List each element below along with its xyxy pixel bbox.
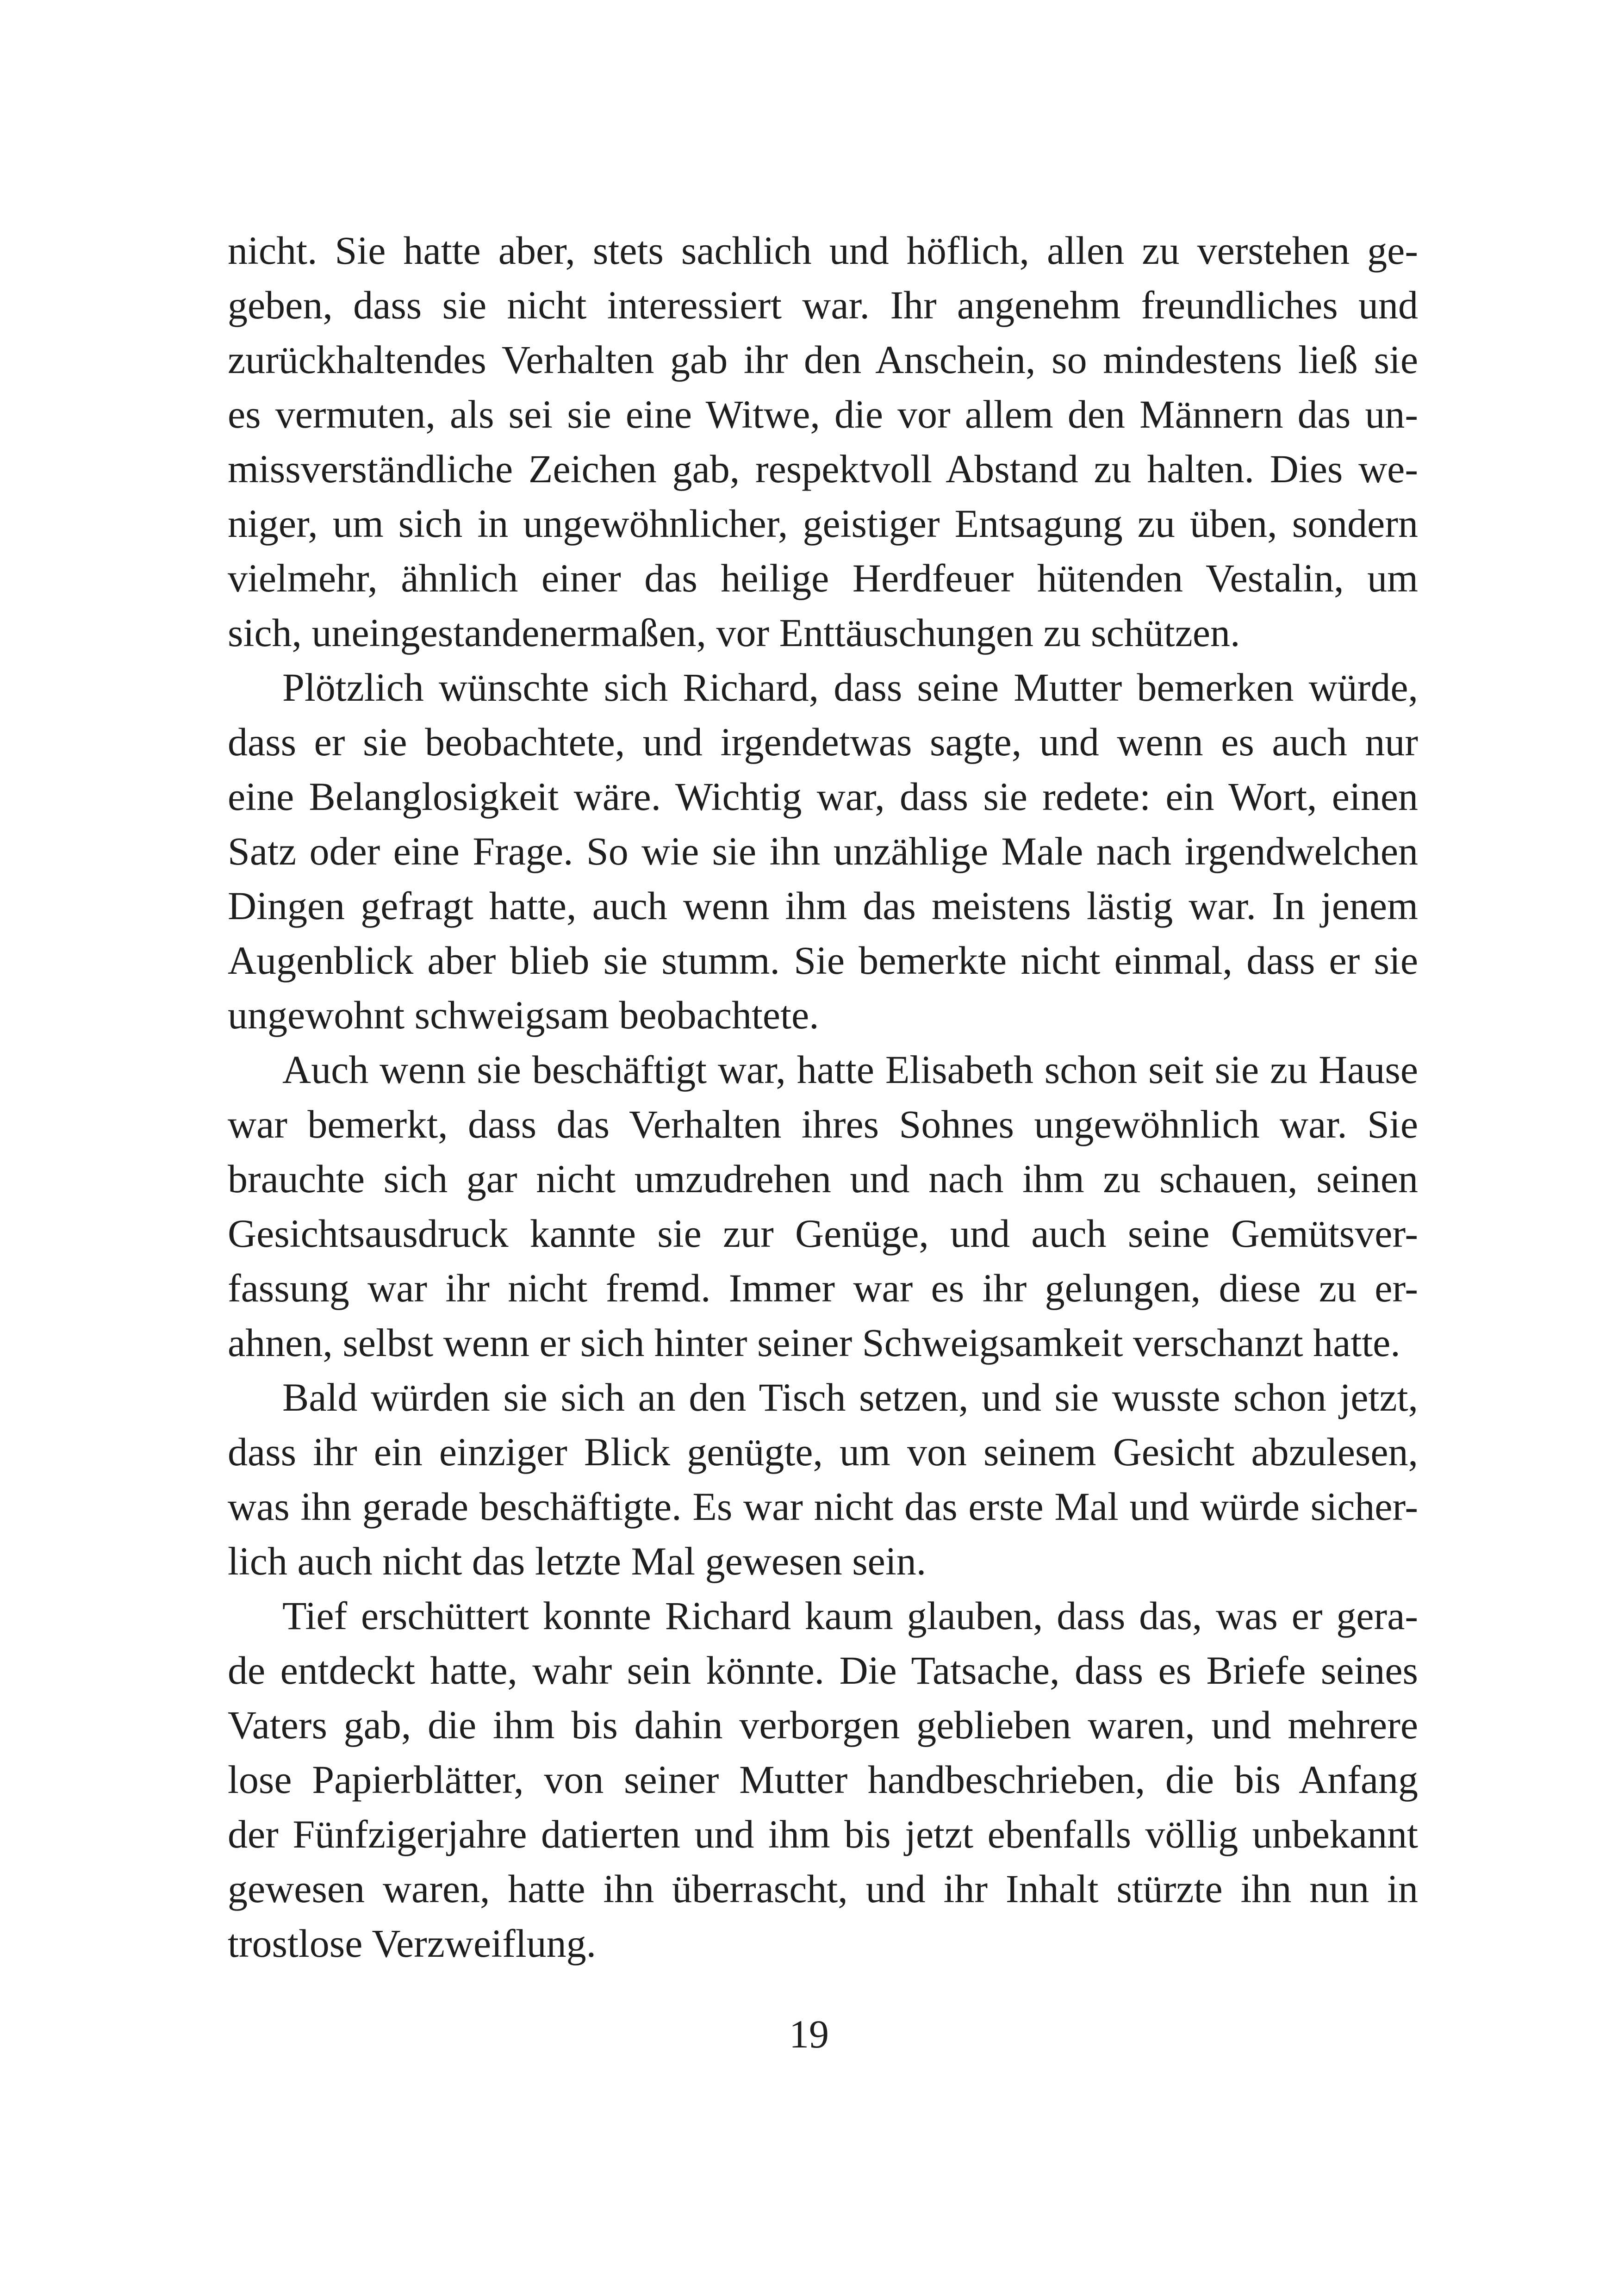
text-line: lose Papierblätter, von seiner Mutter handbeschrieben, die bis Anfang [228,1757,1418,1802]
text-line: es vermuten, als sei sie eine Witwe, die vor allem den Männern das un- [228,392,1418,436]
text-line: Gesichtsausdruck kannte sie zur Genüge, und auch seine Gemütsver- [228,1211,1418,1256]
text-line: zurückhaltendes Verhalten gab ihr den Anschein, so mindestens ließ sie [228,337,1418,382]
text-line: dass er sie beobachtete, und irgendetwas sagte, und wenn es auch nur [228,720,1418,764]
paragraph-4 [228,1370,1418,1588]
text-line: ungewohnt schweigsam beobachtete. [228,993,819,1037]
text-line: Plötzlich wünschte sich Richard, dass seine Mutter bemerken würde, [282,665,1418,709]
body-text [228,223,1418,1971]
text-line: Auch wenn sie beschäftigt war, hatte Elisabeth schon seit sie zu Hause [282,1047,1418,1092]
text-line: missverständliche Zeichen gab, respektvoll Abstand zu halten. Dies we- [228,447,1418,491]
text-line: Satz oder eine Frage. So wie sie ihn unzählige Male nach irgendwelchen [228,829,1418,873]
text-line: vielmehr, ähnlich einer das heilige Herdfeuer hütenden Vestalin, um [228,556,1418,600]
paragraph-3 [228,1042,1418,1370]
text-line: sich, uneingestandenermaßen, vor Enttäuschungen zu schützen. [228,610,1240,655]
page-number: 19 [789,2012,829,2056]
paragraph-1 [228,223,1418,660]
paragraph-2 [228,660,1418,1042]
text-line: Vaters gab, die ihm bis dahin verborgen geblieben waren, und mehrere [228,1703,1418,1747]
text-line: nicht. Sie hatte aber, stets sachlich und höflich, allen zu verstehen ge- [228,228,1418,273]
text-line: war bemerkt, dass das Verhalten ihres Sohnes ungewöhnlich war. Sie [228,1102,1418,1146]
text-line: geben, dass sie nicht interessiert war. Ihr angenehm freundliches und [228,283,1418,327]
paragraph-5 [228,1588,1418,1971]
text-line: brauchte sich gar nicht umzudrehen und nach ihm zu schauen, seinen [228,1157,1418,1201]
text-line: Bald würden sie sich an den Tisch setzen, und sie wusste schon jetzt, [282,1375,1418,1419]
text-line: der Fünfzigerjahre datierten und ihm bis jetzt ebenfalls völlig unbekannt [228,1812,1418,1856]
text-line: Augenblick aber blieb sie stumm. Sie bemerkte nicht einmal, dass er sie [228,938,1418,983]
text-line: Tief erschüttert konnte Richard kaum glauben, dass das, was er gera- [282,1593,1418,1638]
text-line: dass ihr ein einziger Blick genügte, um von seinem Gesicht abzulesen, [228,1430,1418,1474]
text-line: lich auch nicht das letzte Mal gewesen sein. [228,1539,927,1583]
text-line: fassung war ihr nicht fremd. Immer war es ihr gelungen, diese zu er- [228,1266,1418,1310]
text-line: niger, um sich in ungewöhnlicher, geistiger Entsagung zu üben, sondern [228,501,1418,546]
text-line: ahnen, selbst wenn er sich hinter seiner Schweigsamkeit verschanzt hatte. [228,1320,1400,1365]
text-line: was ihn gerade beschäftigte. Es war nicht das erste Mal und würde sicher- [228,1484,1418,1529]
text-line: gewesen waren, hatte ihn überrascht, und ihr Inhalt stürzte ihn nun in [228,1867,1418,1911]
text-line: de entdeckt hatte, wahr sein könnte. Die Tatsache, dass es Briefe seines [228,1648,1418,1692]
text-line: trostlose Verzweiflung. [228,1921,597,1966]
text-line: eine Belanglosigkeit wäre. Wichtig war, dass sie redete: ein Wort, einen [228,774,1418,819]
text-line: Dingen gefragt hatte, auch wenn ihm das meistens lästig war. In jenem [228,884,1418,928]
